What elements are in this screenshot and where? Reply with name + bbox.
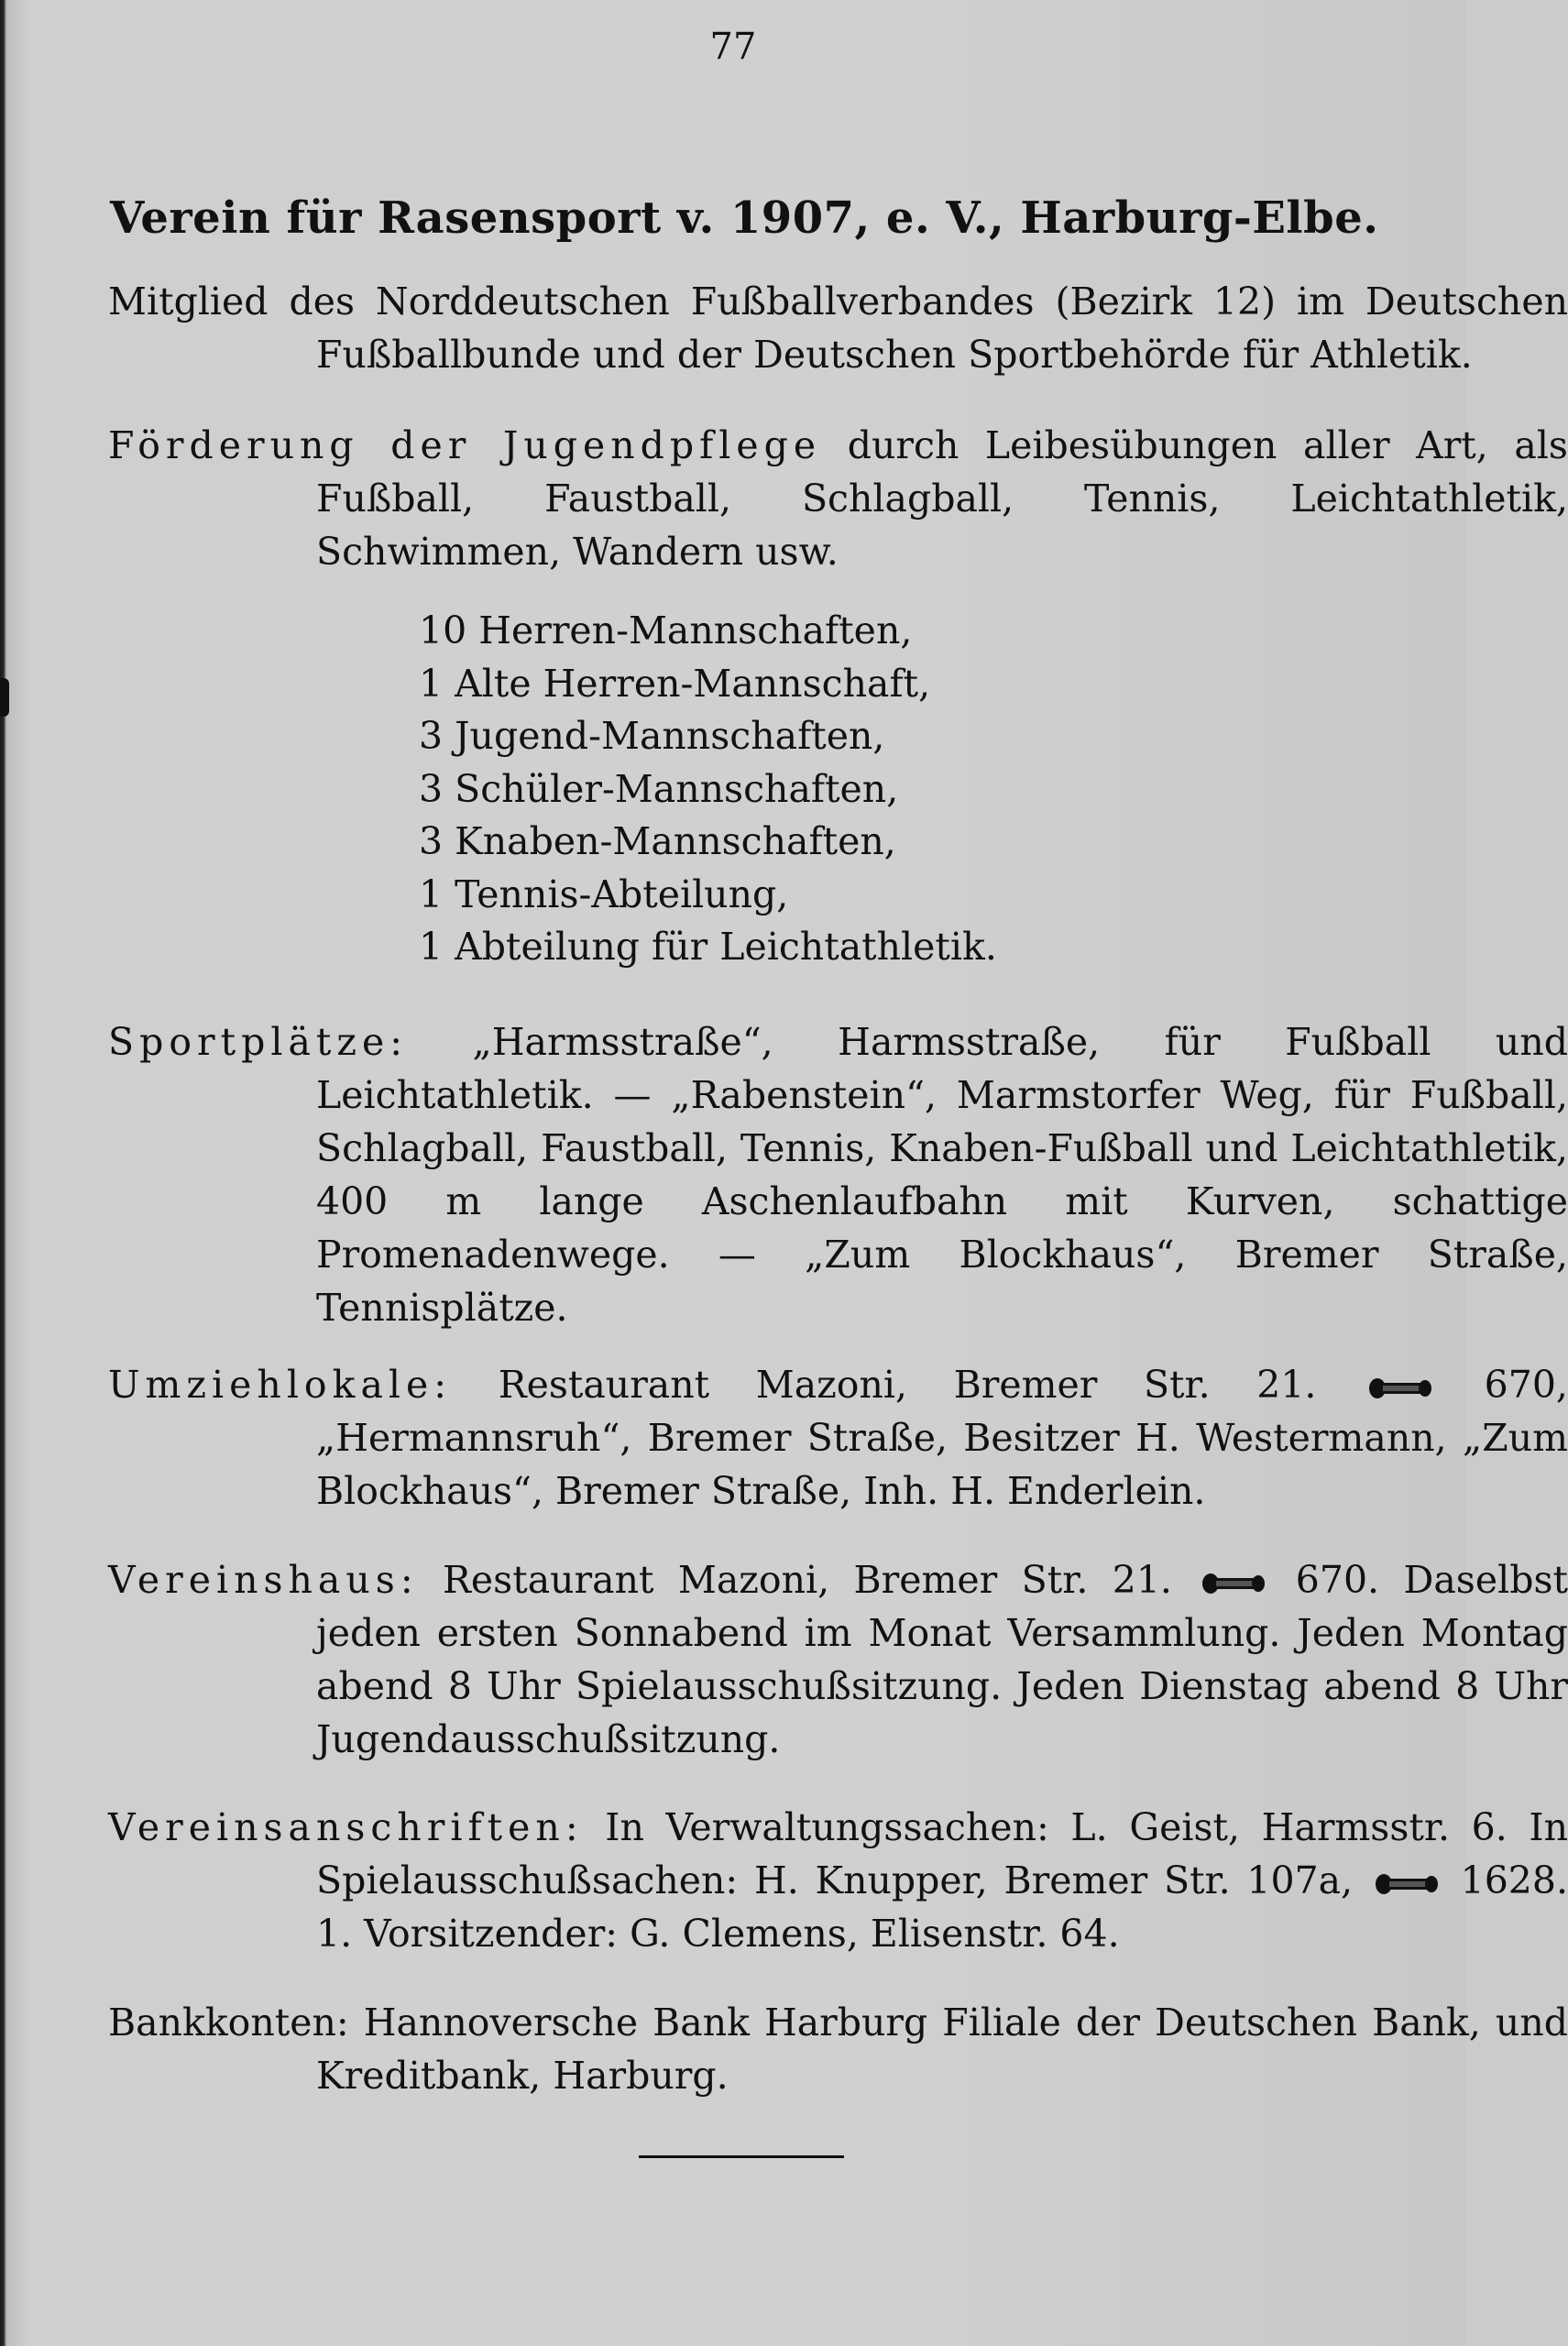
umziehlokale-text-2: 670, „Hermannsruh“, Bremer Straße, Besitzer H. Westermann, „Zum Blockhaus“, Bremer Straße, Inh. H. Enderlein. <box>316 1363 1568 1513</box>
sportplaetze-paragraph <box>108 1015 1568 1334</box>
vereinshaus-paragraph <box>108 1553 1568 1766</box>
club-title: Verein für Rasensport v. 1907, e. V., Harburg-Elbe. <box>110 192 1379 244</box>
teams-list <box>419 605 997 974</box>
telephone-icon <box>1368 1376 1432 1400</box>
telephone-icon <box>1375 1872 1439 1896</box>
membership-paragraph: Mitglied des Norddeutschen Fußballverbandes (Bezirk 12) im Deutschen Fußballbunde und der Deutschen Sportbehörde für Athletik. <box>108 280 1568 377</box>
purpose-label: Förderung der Jugendpflege <box>108 423 822 467</box>
telephone-icon <box>1201 1572 1266 1595</box>
bankkonten-text: Hannoversche Bank Harburg Filiale der Deutschen Bank, und Kreditbank, Harburg. <box>316 2001 1568 2098</box>
team-item: 1 Alte Herren-Mannschaft, <box>419 661 931 706</box>
sportplaetze-label: Sportplätze: <box>108 1020 409 1064</box>
purpose-text: durch Leibesübungen aller Art, als Fußball, Faustball, Schlagball, Tennis, Leichtathletik, Schwimmen, Wandern usw. <box>316 423 1568 574</box>
umziehlokale-paragraph <box>108 1358 1568 1518</box>
anschriften-text-1: In Verwaltungssachen: L. Geist, Harmsstr. 6. In Spielausschußsachen: H. Knupper, Bremer Str. 107a, <box>316 1805 1568 1902</box>
page-number: 77 <box>709 26 757 68</box>
team-item: 3 Schüler-Mannschaften, <box>419 766 899 811</box>
team-item: 3 Knaben-Mannschaften, <box>419 819 896 863</box>
bankkonten-paragraph <box>108 1996 1568 2102</box>
vereinshaus-label: Vereinshaus: <box>108 1558 419 1602</box>
anschriften-text-2: 1628. 1. Vorsitzender: G. Clemens, Elisenstr. 64. <box>316 1858 1568 1956</box>
closing-rule <box>639 2155 844 2158</box>
vereinshaus-text-1: Restaurant Mazoni, Bremer Str. 21. <box>443 1558 1172 1602</box>
purpose-paragraph <box>108 419 1568 578</box>
binding-edge-mark <box>0 678 9 717</box>
bankkonten-label: Bankkonten: <box>108 2001 349 2045</box>
anschriften-paragraph <box>108 1801 1568 1960</box>
sportplaetze-text: „Harmsstraße“, Harmsstraße, für Fußball und Leichtathletik. — „Rabenstein“, Marmstorfer Weg, für Fußball, Schlagball, Faustball, Tennis, Knaben-Fußball und Leichtathletik, 400 m lange Aschenlaufbahn mit Kurven, schattige Promenadenwege. — „Zum Blockhaus“, Bremer Straße, Tennisplätze. <box>316 1020 1568 1330</box>
team-item: 10 Herren-Mannschaften, <box>419 608 913 652</box>
umziehlokale-label: Umziehlokale: <box>108 1363 453 1407</box>
umziehlokale-text-1: Restaurant Mazoni, Bremer Str. 21. <box>498 1363 1317 1407</box>
team-item: 3 Jugend-Mannschaften, <box>419 714 885 758</box>
team-item: 1 Tennis-Abteilung, <box>419 872 789 916</box>
vereinshaus-text-2: 670. Daselbst jeden ersten Sonnabend im Monat Versammlung. Jeden Montag abend 8 Uhr Spielausschußsitzung. Jeden Dienstag abend 8 Uhr Jugendausschußsitzung. <box>316 1558 1568 1761</box>
team-item: 1 Abteilung für Leichtathletik. <box>419 925 997 969</box>
anschriften-label: Vereinsanschriften: <box>108 1805 584 1849</box>
